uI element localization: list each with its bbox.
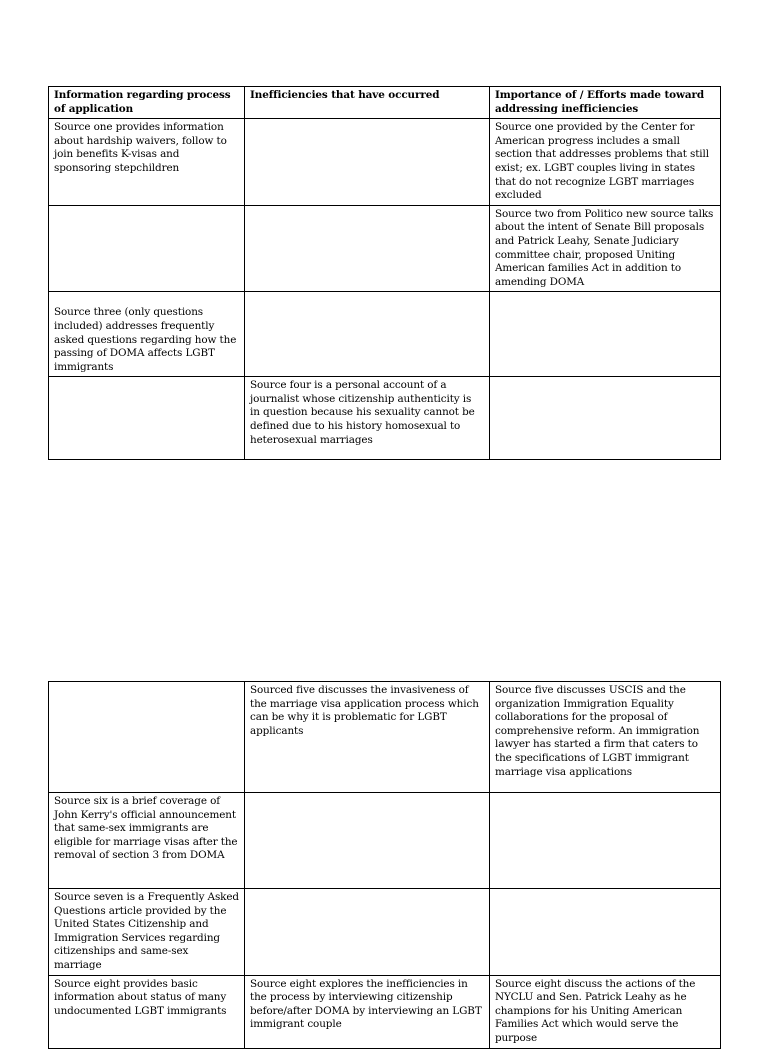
sources-table-2 (48, 681, 721, 1049)
header-information-process: Information regarding process of application (49, 87, 245, 119)
table-row (49, 377, 721, 460)
table-cell: Source eight provides basic information about status of many undocumented LGBT immigrants (49, 975, 245, 1048)
table-cell: Source six is a brief coverage of John Kerry's official announcement that same-sex immigrants are eligible for marriage visas after the removal of section 3 from DOMA (49, 793, 245, 889)
table-cell: Source eight explores the inefficiencies in the process by interviewing citizenship before/after DOMA by interviewing an LGBT immigrant couple (245, 975, 490, 1048)
table-cell (245, 205, 490, 292)
table-cell: Source four is a personal account of a journalist whose citizenship authenticity is in question because his sexuality cannot be defined due to his history homosexual to heterosexual marriages (245, 377, 490, 460)
table-cell: Source seven is a Frequently Asked Questions article provided by the United States Citizenship and Immigration Services regarding citizenships and same-sex marriage (49, 889, 245, 976)
table-cell: Source eight discuss the actions of the NYCLU and Sen. Patrick Leahy as he champions for his Uniting American Families Act which would serve the purpose (490, 975, 721, 1048)
table-row (49, 793, 721, 889)
table-cell (245, 292, 490, 377)
table-cell (49, 682, 245, 793)
sources-table-1 (48, 86, 721, 460)
table-cell: Source one provided by the Center for American progress includes a small section that addresses problems that still exist; ex. LGBT couples living in states that do not recognize LGBT marriages excluded (490, 119, 721, 206)
table-cell (245, 793, 490, 889)
table-cell (245, 889, 490, 976)
table-cell (490, 377, 721, 460)
table-row (49, 119, 721, 206)
table-cell (490, 793, 721, 889)
table-cell: Source two from Politico new source talks about the intent of Senate Bill proposals and Patrick Leahy, Senate Judiciary committee chair, proposed Uniting American families Act in addition to amending DOMA (490, 205, 721, 292)
table-cell: Source five discusses USCIS and the organization Immigration Equality collaborations for the proposal of comprehensive reform. An immigration lawyer has started a firm that caters to the specifications of LGBT immigrant marriage visa applications (490, 682, 721, 793)
table-cell (490, 889, 721, 976)
header-importance-efforts: Importance of / Efforts made toward addressing inefficiencies (490, 87, 721, 119)
table-cell (49, 377, 245, 460)
table-row (49, 889, 721, 976)
header-inefficiencies: Inefficiencies that have occurred (245, 87, 490, 119)
table-cell: Sourced five discusses the invasiveness of the marriage visa application process which can be why it is problematic for LGBT applicants (245, 682, 490, 793)
table-cell: Source three (only questions included) addresses frequently asked questions regarding how the passing of DOMA affects LGBT immigrants (49, 292, 245, 377)
table-cell: Source one provides information about hardship waivers, follow to join benefits K-visas and sponsoring stepchildren (49, 119, 245, 206)
table-row (49, 205, 721, 292)
table-header-row (49, 87, 721, 119)
table-cell (490, 292, 721, 377)
table-row (49, 975, 721, 1048)
table-row (49, 682, 721, 793)
table-cell (49, 205, 245, 292)
table-row (49, 292, 721, 377)
table-cell (245, 119, 490, 206)
